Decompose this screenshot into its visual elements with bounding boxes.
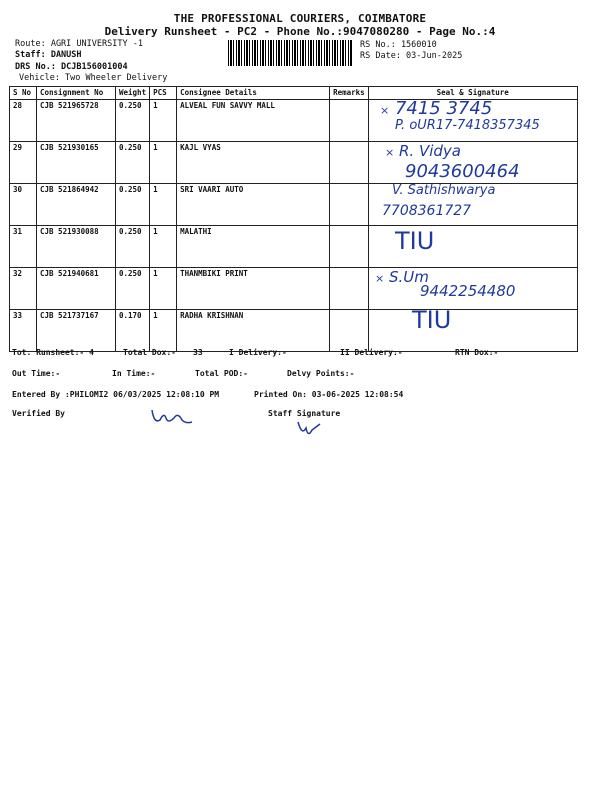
cell-pcs: 1 — [150, 268, 177, 310]
col-sno: S No — [10, 87, 37, 100]
printed-on: Printed On: 03-06-2025 12:08:54 — [254, 390, 404, 399]
handwritten-text: S.Um — [389, 268, 429, 286]
cell-sno: 33 — [10, 310, 37, 352]
total-runsheet: Tot. Runsheet:- 4 — [12, 348, 94, 357]
table-row — [10, 226, 578, 268]
ii-delivery: II Delivery:- — [340, 348, 403, 357]
col-weight: Weight — [116, 87, 150, 100]
verified-by-label: Verified By — [12, 409, 65, 418]
cell-sno: 32 — [10, 268, 37, 310]
cell-consignee: KAJL VYAS — [177, 142, 330, 184]
cell-remarks — [330, 310, 369, 352]
handwritten-signature-29 — [385, 142, 461, 160]
handwritten-text: 7415 3745 — [394, 98, 493, 119]
barcode — [228, 40, 352, 66]
cell-pcs: 1 — [150, 100, 177, 142]
cell-remarks — [330, 184, 369, 226]
cell-weight: 0.250 — [116, 142, 150, 184]
rs-number: RS No.: 1560010 — [360, 40, 437, 50]
total-pod: Total POD:- — [195, 369, 248, 378]
cell-sno: 29 — [10, 142, 37, 184]
cell-weight: 0.250 — [116, 226, 150, 268]
cell-pcs: 1 — [150, 142, 177, 184]
cell-consignment: CJB 521930165 — [37, 142, 116, 184]
cross-mark-icon: × — [385, 146, 395, 159]
rtn-dox: RTN Dox:- — [455, 348, 499, 357]
out-time: Out Time:- — [12, 369, 61, 378]
staff-signature-label: Staff Signature — [268, 409, 341, 418]
verifier-signature-scribble — [148, 402, 194, 428]
cell-sno: 30 — [10, 184, 37, 226]
route: Route: AGRI UNIVERSITY -1 — [15, 39, 143, 49]
cross-mark-icon: × — [380, 104, 390, 117]
cell-remarks — [330, 100, 369, 142]
i-delivery: I Delivery:- — [229, 348, 287, 357]
handwritten-signature-31: TIU — [395, 227, 435, 255]
handwritten-signature-30b: 7708361727 — [382, 203, 472, 219]
col-consignee: Consignee Details — [177, 87, 330, 100]
table-row — [10, 310, 578, 352]
cell-consignee: MALATHI — [177, 226, 330, 268]
total-dox-value: 33 — [193, 348, 203, 357]
total-dox-label: Total Dox:- — [123, 348, 176, 357]
cell-remarks — [330, 226, 369, 268]
delivery-points: Delvy Points:- — [287, 369, 355, 378]
entered-by: Entered By :PHILOMI2 06/03/2025 12:08:10 PM — [12, 390, 220, 399]
in-time: In Time:- — [112, 369, 156, 378]
cell-remarks — [330, 268, 369, 310]
cell-consignee: ALVEAL FUN SAVVY MALL — [177, 100, 330, 142]
cross-mark-icon: × — [375, 272, 385, 285]
col-consignment: Consignment No — [37, 87, 116, 100]
cell-weight: 0.250 — [116, 268, 150, 310]
cell-consignee: RADHA KRISHNAN — [177, 310, 330, 352]
cell-pcs: 1 — [150, 226, 177, 268]
cell-consignee: THANMBIKI PRINT — [177, 268, 330, 310]
col-seal-signature: Seal & Signature — [368, 87, 577, 100]
cell-signature — [368, 310, 577, 352]
cell-weight: 0.170 — [116, 310, 150, 352]
staff: Staff: DANUSH — [15, 50, 82, 60]
handwritten-text: R. Vidya — [399, 142, 461, 160]
handwritten-signature-33: TIU — [412, 306, 452, 334]
cell-sno: 31 — [10, 226, 37, 268]
cell-remarks — [330, 142, 369, 184]
col-remarks: Remarks — [330, 87, 369, 100]
vehicle: Vehicle: Two Wheeler Delivery — [19, 73, 168, 83]
cell-consignee: SRI VAARI AUTO — [177, 184, 330, 226]
cell-consignment: CJB 521940681 — [37, 268, 116, 310]
cell-consignment: CJB 521864942 — [37, 184, 116, 226]
cell-consignment: CJB 521737167 — [37, 310, 116, 352]
handwritten-signature-28b: P. oUR17-7418357345 — [395, 118, 540, 133]
staff-signature-scribble — [294, 418, 324, 440]
handwritten-signature-30: V. Sathishwarya — [392, 183, 496, 198]
handwritten-signature-28 — [380, 98, 492, 119]
cell-weight: 0.250 — [116, 184, 150, 226]
col-pcs: PCS — [150, 87, 177, 100]
cell-consignment: CJB 521965728 — [37, 100, 116, 142]
cell-pcs: 1 — [150, 310, 177, 352]
drs-number: DRS No.: DCJB156001004 — [15, 62, 128, 72]
handwritten-signature-32b: 9442254480 — [420, 282, 516, 300]
cell-consignment: CJB 521930088 — [37, 226, 116, 268]
cell-pcs: 1 — [150, 184, 177, 226]
rs-date: RS Date: 03-Jun-2025 — [360, 51, 463, 61]
cell-weight: 0.250 — [116, 100, 150, 142]
handwritten-signature-29b: 9043600464 — [405, 161, 520, 182]
runsheet-subtitle: Delivery Runsheet - PC2 - Phone No.:9047080280 - Page No.:4 — [104, 25, 496, 38]
company-title: THE PROFESSIONAL COURIERS, COIMBATORE — [173, 12, 427, 25]
cell-sno: 28 — [10, 100, 37, 142]
